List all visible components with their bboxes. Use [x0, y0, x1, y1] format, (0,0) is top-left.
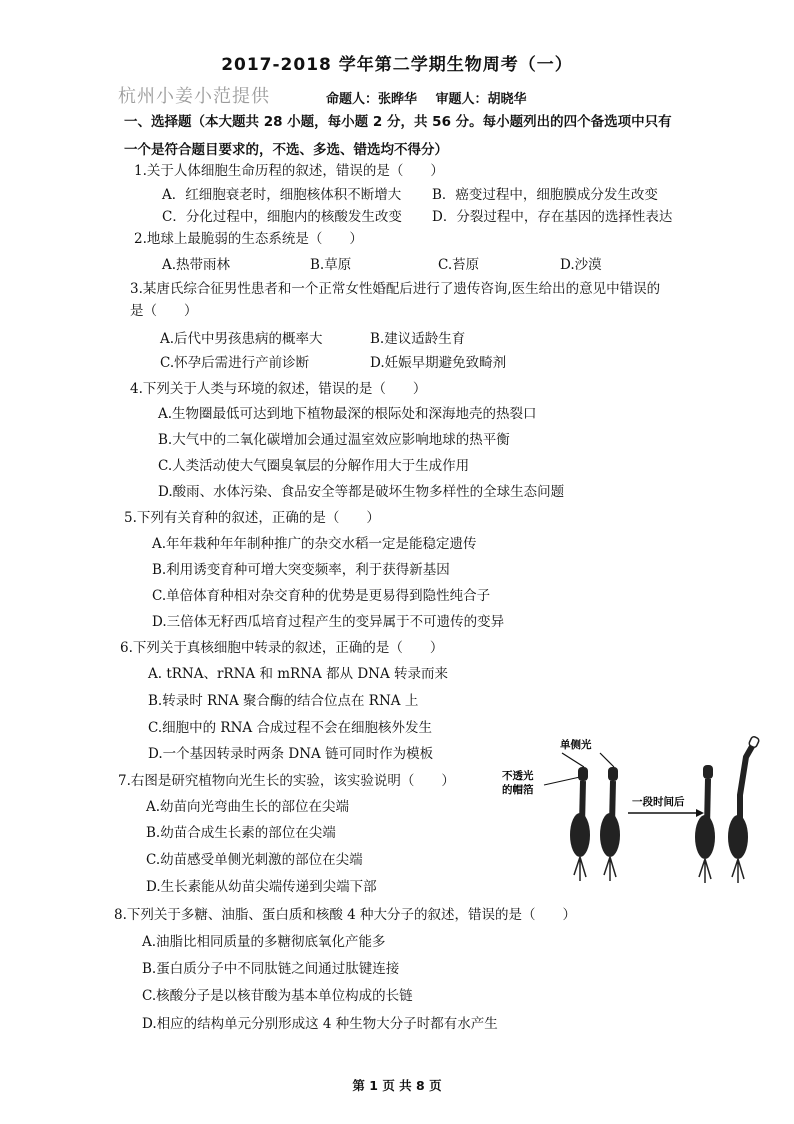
- time-label: 一段时间后: [632, 796, 685, 808]
- question-3-option-c: C.怀孕后需进行产前诊断: [160, 355, 310, 371]
- author: 命题人：张晔华: [326, 92, 418, 107]
- question-6-option-a: A. tRNA、rRNA 和 mRNA 都从 DNA 转录而来: [148, 666, 449, 682]
- cap-pointer: [544, 777, 580, 785]
- page-title: 2017-2018 学年第二学期生物周考（一）: [221, 55, 573, 75]
- question-5-option-b: B.利用诱变育种可增大突变频率，利于获得新基因: [152, 562, 450, 578]
- question-6-option-b: B.转录时 RNA 聚合酶的结合位点在 RNA 上: [148, 693, 419, 709]
- question-6-option-c: C.细胞中的 RNA 合成过程不会在细胞核外发生: [148, 720, 432, 736]
- question-4-option-d: D.酸雨、水体污染、食品安全等都是破坏生物多样性的全球生态问题: [158, 484, 565, 500]
- question-7-option-c: C.幼苗感受单侧光刺激的部位在尖端: [146, 852, 363, 868]
- question-1-option-c: C．分化过程中，细胞内的核酸发生改变: [162, 209, 402, 225]
- question-8-option-b: B.蛋白质分子中不同肽链之间通过肽键连接: [142, 961, 400, 977]
- author-line: [326, 88, 541, 107]
- section-heading-line2: 一个是符合题目要求的，不选、多选、错选均不得分）: [124, 142, 448, 158]
- phototropism-figure: [500, 735, 780, 885]
- light-label: 单侧光: [560, 739, 592, 751]
- section-heading-line1: 一、选择题（本大题共 28 小题，每小题 2 分，共 56 分。每小题列出的四个备选项中只有: [124, 114, 672, 130]
- question-6-option-d: D.一个基因转录时两条 DNA 链可同时作为模板: [148, 746, 434, 762]
- reviewer: 审题人：胡晓华: [435, 92, 527, 107]
- question-2-option-d: D.沙漠: [560, 257, 602, 273]
- question-5-option-a: A.年年栽种年年制种推广的杂交水稻一定是能稳定遗传: [152, 536, 477, 552]
- question-2-option-b: B.草原: [310, 257, 352, 273]
- question-1-option-a: A．红细胞衰老时，细胞核体积不断增大: [162, 187, 402, 203]
- question-1-option-b: B．癌变过程中，细胞膜成分发生改变: [432, 187, 658, 203]
- question-3-stem-continued: 是（ ）: [130, 303, 198, 319]
- question-5-option-c: C.单倍体育种相对杂交育种的优势是更易得到隐性纯合子: [152, 588, 491, 604]
- question-1-stem: 1.关于人体细胞生命历程的叙述，错误的是（ ）: [134, 163, 444, 179]
- watermark-text: 杭州小姜小范提供: [118, 86, 270, 107]
- seedling-1: [570, 767, 590, 881]
- seedling-4: [728, 736, 760, 883]
- question-3-option-a: A.后代中男孩患病的概率大: [160, 331, 323, 347]
- question-1-option-d: D．分裂过程中，存在基因的选择性表达: [432, 209, 673, 225]
- question-2-option-c: C.苔原: [438, 257, 480, 273]
- cap-label-2: 的帽箔: [502, 784, 534, 796]
- question-4-stem: 4.下列关于人类与环境的叙述，错误的是（ ）: [130, 381, 427, 397]
- question-7-option-a: A.幼苗向光弯曲生长的部位在尖端: [146, 799, 350, 815]
- question-5-stem: 5.下列有关育种的叙述，正确的是（ ）: [124, 510, 380, 526]
- question-6-stem: 6.下列关于真核细胞中转录的叙述，正确的是（ ）: [120, 640, 444, 656]
- question-3-stem: 3.某唐氏综合征男性患者和一个正常女性婚配后进行了遗传咨询,医生给出的意见中错误的: [130, 281, 661, 297]
- question-4-option-b: B.大气中的二氧化碳增加会通过温室效应影响地球的热平衡: [158, 432, 510, 448]
- question-2-stem: 2.地球上最脆弱的生态系统是（ ）: [134, 231, 363, 247]
- question-8-option-c: C.核酸分子是以核苷酸为基本单位构成的长链: [142, 988, 413, 1004]
- page-footer: 第 1 页 共 8 页: [352, 1078, 442, 1093]
- question-4-option-a: A.生物圈最低可达到地下植物最深的根际处和深海地壳的热裂口: [158, 406, 537, 422]
- question-8-option-d: D.相应的结构单元分别形成这 4 种生物大分子时都有水产生: [142, 1016, 498, 1032]
- question-7-stem: 7.右图是研究植物向光生长的实验，该实验说明（ ）: [118, 773, 455, 789]
- question-7-option-d: D.生长素能从幼苗尖端传递到尖端下部: [146, 879, 377, 895]
- question-3-option-d: D.妊娠早期避免致畸剂: [370, 355, 507, 371]
- question-5-option-d: D.三倍体无籽西瓜培育过程产生的变异属于不可遗传的变异: [152, 614, 505, 630]
- question-7-option-b: B.幼苗合成生长素的部位在尖端: [146, 825, 336, 841]
- question-8-option-a: A.油脂比相同质量的多糖彻底氧化产能多: [142, 934, 386, 950]
- question-3-option-b: B.建议适龄生育: [370, 331, 466, 347]
- question-4-option-c: C.人类活动使大气圈臭氧层的分解作用大于生成作用: [158, 458, 470, 474]
- seedling-3: [695, 765, 715, 883]
- question-8-stem: 8.下列关于多糖、油脂、蛋白质和核酸 4 种大分子的叙述，错误的是（ ）: [114, 907, 577, 923]
- question-2-option-a: A.热带雨林: [162, 257, 231, 273]
- cap-label-1: 不透光: [502, 770, 534, 782]
- light-arrow-2: [600, 753, 614, 767]
- seedling-2: [600, 767, 620, 881]
- light-arrow-1: [562, 753, 584, 767]
